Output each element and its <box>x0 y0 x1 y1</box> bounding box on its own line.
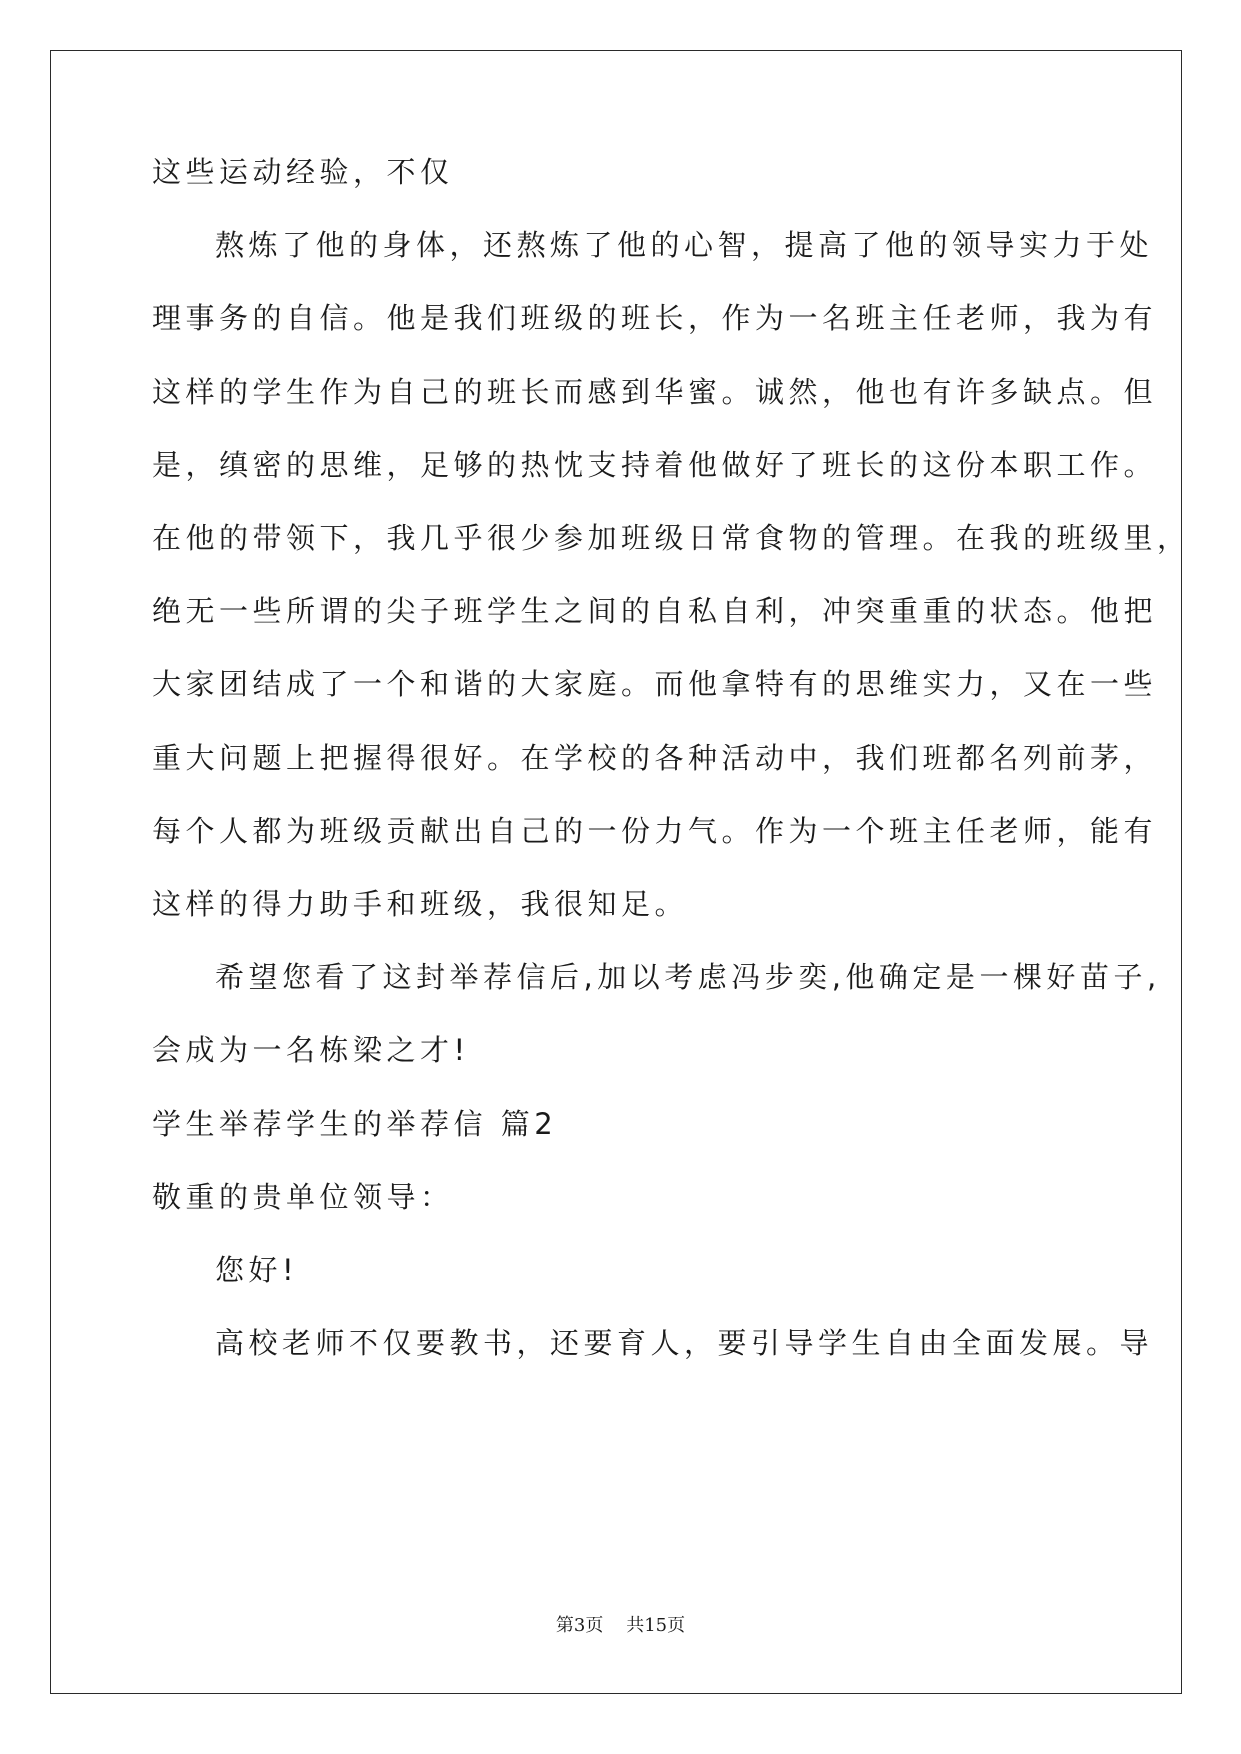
body-line: 重大问题上把握得很好。在学校的各种活动中，我们班都名列前茅， <box>152 741 1158 775</box>
body-line: 大家团结成了一个和谐的大家庭。而他拿特有的思维实力，又在一些 <box>152 667 1158 701</box>
page-number: 第3页 <box>555 1615 604 1636</box>
page-border <box>50 50 1182 1694</box>
section-heading: 学生举荐学生的举荐信 篇2 <box>152 1107 558 1141</box>
salutation: 敬重的贵单位领导： <box>152 1180 454 1214</box>
total-pages: 共15页 <box>626 1615 686 1636</box>
body-line: 在他的带领下，我几乎很少参加班级日常食物的管理。在我的班级里， <box>152 521 1191 555</box>
body-line: 每个人都为班级贡献出自己的一份力气。作为一个班主任老师，能有 <box>152 814 1158 848</box>
page-footer <box>0 1614 1241 1638</box>
body-line: 这些运动经验，不仅 <box>152 155 454 189</box>
body-paragraph-line: 高校老师不仅要教书，还要育人，要引导学生自由全面发展。导 <box>215 1326 1154 1360</box>
body-paragraph-line: 熬炼了他的身体，还熬炼了他的心智，提高了他的领导实力于处 <box>215 228 1154 262</box>
body-line: 会成为一名栋梁之才! <box>152 1033 470 1067</box>
body-line: 这样的学生作为自己的班长而感到华蜜。诚然，他也有许多缺点。但 <box>152 375 1158 409</box>
body-line: 绝无一些所谓的尖子班学生之间的自私自利，冲突重重的状态。他把 <box>152 594 1158 628</box>
body-line: 这样的得力助手和班级，我很知足。 <box>152 887 689 921</box>
body-paragraph-line: 希望您看了这封举荐信后,加以考虑冯步奕,他确定是一棵好苗子, <box>215 960 1161 994</box>
body-line: 是，缜密的思维，足够的热忱支持着他做好了班长的这份本职工作。 <box>152 448 1158 482</box>
body-line: 理事务的自信。他是我们班级的班长，作为一名班主任老师，我为有 <box>152 301 1158 335</box>
greeting: 您好! <box>215 1253 299 1287</box>
